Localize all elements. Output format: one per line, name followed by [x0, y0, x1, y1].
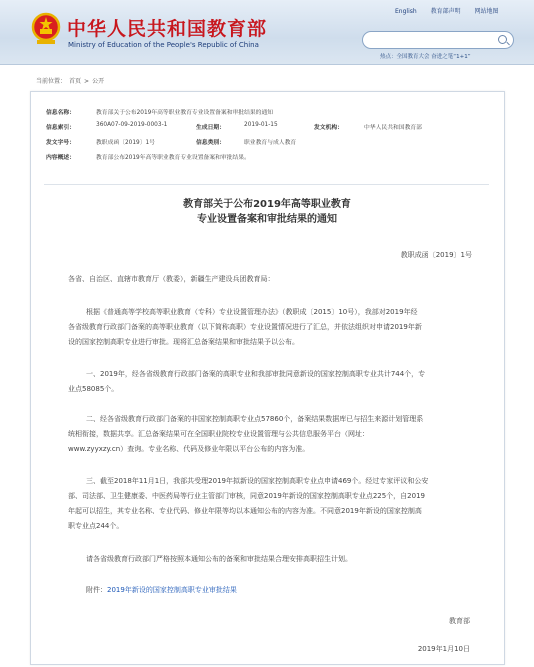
metadata-table — [44, 107, 489, 167]
document-title-line2: 专业设置备案和审批结果的通知 — [197, 214, 337, 225]
top-links — [395, 6, 511, 15]
search-input[interactable] — [371, 34, 491, 45]
meta-gen-date-label: 生成日期： — [196, 125, 225, 131]
document-title-line1: 教育部关于公布2019年高等职业教育 — [183, 199, 351, 210]
meta-divider — [44, 184, 489, 185]
top-link-statement[interactable]: 教育部声明 — [430, 8, 461, 15]
hot-topics[interactable]: 热点：全国教育大会 奋进之笔“1+1” — [380, 54, 471, 60]
meta-issuer-value: 中华人民共和国教育部 — [364, 125, 422, 131]
para4-line4: 职专业点244个。 — [68, 522, 124, 530]
site-header — [0, 0, 534, 65]
para3-line2: 统相衔接，数据共享。汇总备案结果可在全国职业院校专业设置管理与公共信息服务平台（网址： — [68, 430, 369, 438]
para1-line3: 设的国家控制高职专业进行审批。现将汇总备案结果和审批结果予以公布。 — [68, 338, 299, 346]
meta-docnum-label: 发文字号： — [46, 140, 75, 146]
para2-line2: 业点58085个。 — [68, 385, 119, 393]
meta-issuer-label: 发文机构： — [314, 125, 343, 131]
site-subtitle: Ministry of Education of the People's Republic of China — [68, 41, 259, 49]
para1-line1: 根据《普通高等学校高等职业教育（专科）专业设置管理办法》（教职成〔2015〕10号），我部对2019年经 — [86, 308, 418, 316]
breadcrumb-label: 当前位置： — [36, 78, 67, 85]
search-box[interactable] — [362, 31, 514, 49]
top-link-english[interactable]: English — [395, 8, 417, 15]
meta-gen-date-value: 2019-01-15 — [244, 122, 278, 128]
meta-name-value: 教育部关于公布2019年高等职业教育专业设置备案和审批结果的通知 — [96, 110, 274, 116]
para4-line3: 年起可以招生，其专业名称、专业代码、修业年限等均以本通知公布的内容为准。不同意2019年新设的国家控制高 — [68, 507, 422, 515]
para3-line1: 二、经各省级教育行政部门备案的非国家控制高职专业点57860个，备案结果数据库已与招生来源计划管理系 — [86, 415, 424, 423]
breadcrumb — [36, 76, 107, 85]
document-date: 2019年1月10日 — [417, 645, 470, 653]
site-title[interactable]: 中华人民共和国教育部 — [67, 18, 268, 40]
salutation: 各省、自治区、直辖市教育厅（教委），新疆生产建设兵团教育局： — [68, 275, 275, 283]
breadcrumb-home[interactable]: 首页 — [69, 78, 82, 85]
meta-category-label: 信息类别： — [196, 140, 225, 146]
meta-summary-value: 教育部公布2019年高等职业教育专业设置备案和审批结果。 — [96, 155, 250, 161]
meta-index-value: 360A07-09-2019-0003-1 — [96, 122, 168, 128]
para2-line1: 一、2019年，经各省级教育行政部门备案的高职专业和我部审批同意新设的国家控制高职专业共计744个，专 — [86, 370, 426, 378]
meta-summary-label: 内容概述： — [46, 155, 75, 161]
para5: 请各省级教育行政部门严格按照本通知公布的备案和审批结果合理安排高职招生计划。 — [86, 555, 352, 563]
meta-docnum-value: 教职成函〔2019〕1号 — [96, 140, 156, 146]
attachment-label: 附件： — [86, 586, 107, 594]
para3-line3: www.zyyxzy.cn）查询。专业名称、代码及修业年限以平台公布的内容为准。 — [68, 445, 310, 453]
attachment-link[interactable]: 2019年新设的国家控制高职专业审批结果 — [107, 586, 237, 594]
para1-line2: 各省级教育行政部门备案的高等职业教育（以下简称高职）专业设置情况进行了汇总，并依法组织对申请2019年新 — [68, 323, 422, 331]
search-icon[interactable] — [498, 35, 507, 44]
meta-category-value: 职业教育与成人教育 — [244, 140, 297, 146]
breadcrumb-current[interactable]: 公开 — [92, 78, 105, 85]
national-emblem-icon — [31, 12, 61, 46]
meta-index-label: 信息索引： — [46, 125, 75, 131]
meta-name-label: 信息名称： — [46, 110, 75, 116]
para4-line2: 部、司法部、卫生健康委、中医药局等行业主管部门审核，同意2019年新设的国家控制高职专业点225个，自2019 — [68, 492, 425, 500]
attachment — [86, 585, 237, 595]
para4-line1: 三、截至2018年11月1日，我部共受理2019年拟新设的国家控制高职专业点申请469个。经过专家评议和公安 — [86, 477, 429, 485]
top-link-sitemap[interactable]: 网站地图 — [474, 8, 499, 15]
signature: 教育部 — [449, 617, 470, 625]
document-number: 教职成函〔2019〕1号 — [400, 251, 472, 259]
breadcrumb-sep: > — [84, 78, 90, 85]
